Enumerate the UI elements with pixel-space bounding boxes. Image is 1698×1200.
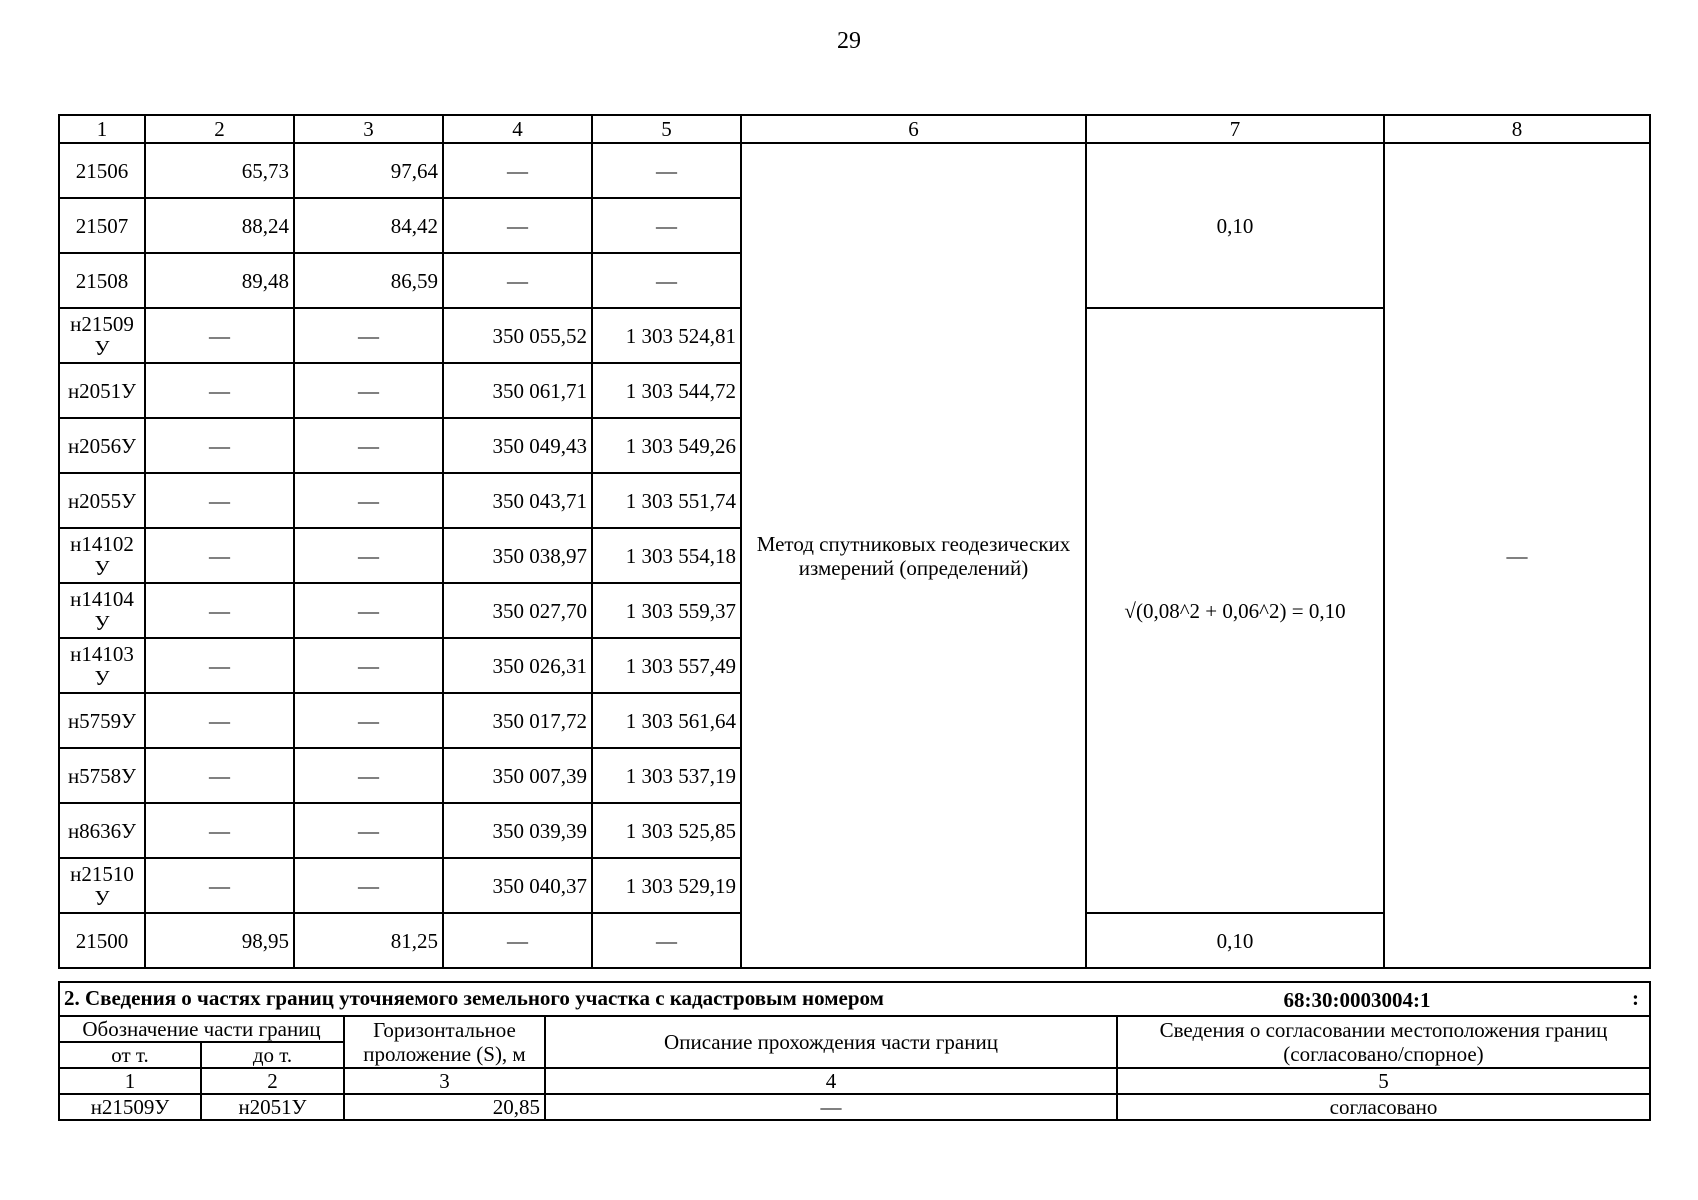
cell: — [443, 198, 592, 253]
cell: — [443, 253, 592, 308]
cell: 350 061,71 [443, 363, 592, 418]
cell: 1 303 557,49 [592, 638, 741, 693]
cell: 1 303 524,81 [592, 308, 741, 363]
cell: 350 027,70 [443, 583, 592, 638]
cell: — [294, 748, 443, 803]
agreement-header: Сведения о согласовании местоположения границ (согласовано/спорное) [1117, 1016, 1650, 1068]
col-header: 4 [443, 115, 592, 143]
cell: — [294, 583, 443, 638]
cell: — [145, 583, 294, 638]
cell: — [145, 363, 294, 418]
cell: 350 040,37 [443, 858, 592, 913]
accuracy-bottom: 0,10 [1086, 913, 1384, 968]
col-header: 7 [1086, 115, 1384, 143]
from-point: н21509У [59, 1094, 201, 1120]
col-header: 8 [1384, 115, 1650, 143]
cell: 1 303 551,74 [592, 473, 741, 528]
cell: — [294, 308, 443, 363]
point-id: н21510 У [59, 858, 145, 913]
agreement-value: согласовано [1117, 1094, 1650, 1120]
cell: 98,95 [145, 913, 294, 968]
cell: — [294, 418, 443, 473]
cadastral-number: 68:30:0003004:1 [1032, 985, 1650, 1016]
cell: — [592, 143, 741, 198]
accuracy-top: 0,10 [1086, 143, 1384, 308]
point-id: н2056У [59, 418, 145, 473]
col-number: 5 [1117, 1068, 1650, 1094]
point-id: н5758У [59, 748, 145, 803]
cell: — [145, 473, 294, 528]
cell: 350 026,31 [443, 638, 592, 693]
cell: — [145, 748, 294, 803]
cell: — [145, 638, 294, 693]
cell: 350 038,97 [443, 528, 592, 583]
cell: 89,48 [145, 253, 294, 308]
cell: 350 055,52 [443, 308, 592, 363]
cell: — [145, 418, 294, 473]
description-value: — [545, 1094, 1117, 1120]
table-row [59, 1094, 1650, 1120]
cell: 81,25 [294, 913, 443, 968]
point-id: 21507 [59, 198, 145, 253]
cell: 1 303 561,64 [592, 693, 741, 748]
col-header: 2 [145, 115, 294, 143]
horizontal-value: 20,85 [344, 1094, 545, 1120]
col-header: 1 [59, 115, 145, 143]
cell: — [145, 308, 294, 363]
number-row [59, 1068, 1650, 1094]
point-id: 21500 [59, 913, 145, 968]
col-header: 3 [294, 115, 443, 143]
cell: 350 043,71 [443, 473, 592, 528]
section-title: 2. Сведения о частях границ уточняемого земельного участка с кадастровым номером [64, 986, 884, 1010]
section-title-cell [59, 982, 1650, 1016]
cell: 350 039,39 [443, 803, 592, 858]
cell: — [592, 198, 741, 253]
boundary-parts-table [58, 981, 1651, 1121]
description-header: Описание прохождения части границ [545, 1016, 1117, 1068]
point-id: н21509 У [59, 308, 145, 363]
point-id: н14103 У [59, 638, 145, 693]
cell: — [294, 803, 443, 858]
cell: — [145, 693, 294, 748]
cell: — [443, 143, 592, 198]
cell: — [443, 913, 592, 968]
point-id: н14104 У [59, 583, 145, 638]
cell: — [294, 858, 443, 913]
point-id: н2051У [59, 363, 145, 418]
cell: 1 303 529,19 [592, 858, 741, 913]
point-id: н2055У [59, 473, 145, 528]
method-cell: Метод спутниковых геодезических измерений (определений) [741, 143, 1086, 968]
section-title-row [59, 982, 1650, 1016]
cell: — [592, 913, 741, 968]
cell: — [294, 638, 443, 693]
cell: — [145, 858, 294, 913]
cell: — [294, 528, 443, 583]
coordinates-table [58, 114, 1651, 969]
cell: 350 017,72 [443, 693, 592, 748]
accuracy-formula: √(0,08^2 + 0,06^2) = 0,10 [1086, 308, 1384, 913]
col-number: 1 [59, 1068, 201, 1094]
cell: 88,24 [145, 198, 294, 253]
col-header: 6 [741, 115, 1086, 143]
cell: — [294, 693, 443, 748]
cell: 65,73 [145, 143, 294, 198]
cell: 350 007,39 [443, 748, 592, 803]
cell: 1 303 537,19 [592, 748, 741, 803]
col-number: 2 [201, 1068, 344, 1094]
cell: — [294, 473, 443, 528]
point-id: 21508 [59, 253, 145, 308]
cell: — [592, 253, 741, 308]
cell: 1 303 559,37 [592, 583, 741, 638]
cell: 1 303 554,18 [592, 528, 741, 583]
col-header: 5 [592, 115, 741, 143]
col-number: 3 [344, 1068, 545, 1094]
to-header: до т. [201, 1042, 344, 1068]
cell: 1 303 549,26 [592, 418, 741, 473]
table-row [59, 143, 1650, 198]
cell: 350 049,43 [443, 418, 592, 473]
cell: 97,64 [294, 143, 443, 198]
col-number: 4 [545, 1068, 1117, 1094]
cell: 86,59 [294, 253, 443, 308]
to-point: н2051У [201, 1094, 344, 1120]
cell: 84,42 [294, 198, 443, 253]
point-id: 21506 [59, 143, 145, 198]
header-row [59, 115, 1650, 143]
horizontal-header: Горизонтальное проложение (S), м [344, 1016, 545, 1068]
cell: 1 303 544,72 [592, 363, 741, 418]
from-header: от т. [59, 1042, 201, 1068]
page-number: 29 [837, 28, 861, 54]
cell: — [145, 803, 294, 858]
header-row [59, 1016, 1650, 1042]
point-id: н5759У [59, 693, 145, 748]
cell: — [294, 363, 443, 418]
designation-header: Обозначение части границ [59, 1016, 344, 1042]
point-id: н8636У [59, 803, 145, 858]
col8-cell: — [1384, 143, 1650, 968]
title-colon: : [1632, 986, 1639, 1010]
point-id: н14102 У [59, 528, 145, 583]
cell: 1 303 525,85 [592, 803, 741, 858]
cell: — [145, 528, 294, 583]
